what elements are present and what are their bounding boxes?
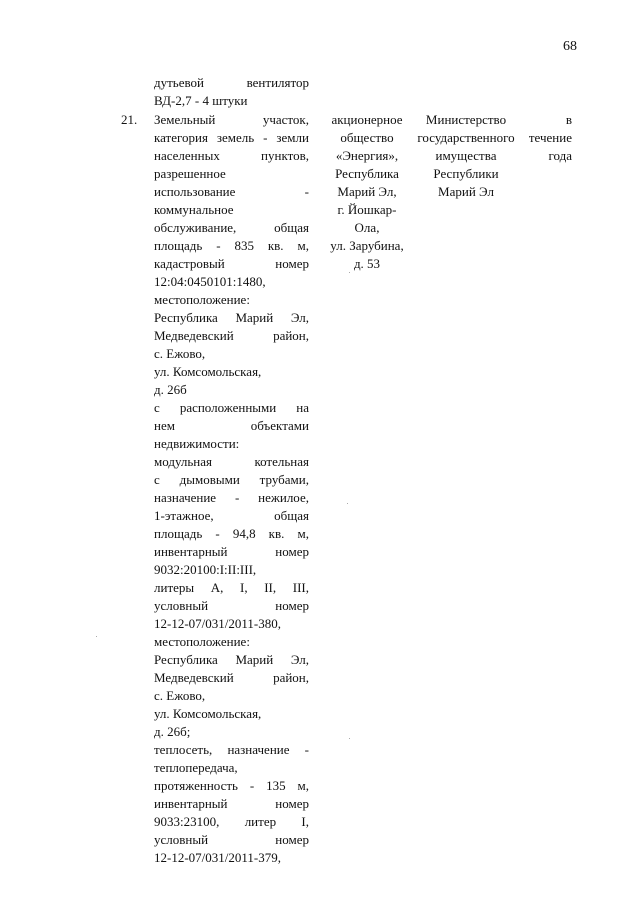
description-line (154, 417, 309, 435)
description-line (154, 831, 309, 849)
word: 1-этажное, (154, 508, 214, 523)
word: - (304, 742, 309, 757)
ministry-text: Марий Эл (438, 184, 494, 199)
description-line: местоположение: (154, 634, 250, 649)
word: район, (273, 670, 309, 685)
property-description-column (154, 111, 309, 867)
ministry-text: государственного (417, 130, 515, 145)
ministry-line (412, 129, 572, 147)
description-line (154, 183, 309, 201)
description-line (154, 471, 309, 489)
description-line (154, 813, 309, 831)
scan-speck (349, 738, 350, 739)
description-line (154, 147, 309, 165)
word: - (263, 130, 268, 145)
word: общая (274, 220, 309, 235)
description-line: ул. Комсомольская, (154, 706, 262, 721)
word: III, (292, 580, 309, 595)
ministry-text: Республики (433, 166, 499, 181)
description-line: 12:04:0450101:1480, (154, 274, 266, 289)
word: земель (216, 130, 255, 145)
word: с (154, 400, 160, 415)
word: I, (240, 580, 248, 595)
word: Земельный (154, 112, 216, 127)
word: площадь (154, 238, 203, 253)
word: площадь (154, 526, 203, 541)
word: кв. (267, 238, 284, 253)
description-line: разрешенное (154, 166, 226, 181)
word: Республика (154, 652, 218, 667)
word: с (154, 472, 160, 487)
word: - (234, 490, 240, 505)
description-line (154, 507, 309, 525)
description-line: д. 26б; (154, 724, 191, 739)
description-line (154, 597, 309, 615)
ministry-text: имущества (435, 148, 497, 163)
word: дымовыми (179, 472, 240, 487)
deadline-text: в (565, 112, 572, 127)
word: объектами (250, 418, 309, 433)
description-line (154, 741, 309, 759)
word: на (296, 400, 309, 415)
continuation-line (154, 74, 309, 92)
description-line: д. 26б (154, 382, 187, 397)
word: дутьевой (154, 75, 205, 90)
word: Марий (235, 310, 274, 325)
holder-line: «Энергия», (335, 148, 399, 163)
word: номер (275, 256, 309, 271)
rights-holder-column (316, 111, 418, 273)
description-line (154, 489, 309, 507)
description-line (154, 543, 309, 561)
word: номер (275, 796, 309, 811)
word: нежилое, (258, 490, 309, 505)
description-line (154, 399, 309, 417)
description-line (154, 651, 309, 669)
description-line (154, 669, 309, 687)
description-line: ул. Комсомольская, (154, 364, 262, 379)
description-line: теплопередача, (154, 760, 238, 775)
description-line (154, 453, 309, 471)
word: протяженность (154, 778, 238, 793)
previous-item-continuation (154, 74, 309, 110)
scan-speck (347, 503, 348, 504)
word: м, (297, 238, 309, 253)
word: участок, (262, 112, 309, 127)
holder-line: общество (340, 130, 394, 145)
row-number: 21. (121, 112, 138, 127)
holder-line: ул. Зарубина, (330, 238, 404, 253)
word: расположенными (179, 400, 277, 415)
holder-line: Ола, (354, 220, 380, 235)
word: Республика (154, 310, 218, 325)
word: категория (154, 130, 208, 145)
description-line: недвижимости: (154, 436, 240, 451)
word: Эл, (290, 310, 309, 325)
word: Эл, (290, 652, 309, 667)
description-line (154, 255, 309, 273)
word: модульная (154, 454, 213, 469)
word: назначение (227, 742, 290, 757)
word: - (304, 184, 309, 199)
description-line (154, 129, 309, 147)
word: населенных (154, 148, 220, 163)
word: кв. (268, 526, 285, 541)
word: котельная (254, 454, 309, 469)
word: Медведевский (154, 328, 234, 343)
word: назначение (154, 490, 217, 505)
deadline-text: года (548, 148, 572, 163)
holder-line: д. 53 (353, 256, 381, 271)
ministry-text: Министерство (425, 112, 507, 127)
deadline-text: течение (528, 130, 572, 145)
word: м, (297, 526, 309, 541)
word: общая (274, 508, 309, 523)
description-line: местоположение: (154, 292, 250, 307)
word: номер (275, 598, 309, 613)
description-line (154, 111, 309, 129)
continuation-line: ВД-2,7 - 4 штуки (154, 93, 248, 108)
description-line: 12-12-07/031/2011-380, (154, 616, 281, 631)
ministry-line (412, 147, 572, 165)
word: обслуживание, (154, 220, 237, 235)
ministry-line (412, 111, 572, 129)
description-line (154, 795, 309, 813)
ministry-line (412, 165, 572, 183)
description-line (154, 579, 309, 597)
word: А, (210, 580, 224, 595)
word: Марий (235, 652, 274, 667)
word: 9033:23100, (154, 814, 220, 829)
description-line (154, 309, 309, 327)
deadline-text (522, 183, 572, 201)
description-line (154, 525, 309, 543)
responsible-body-column (412, 111, 572, 201)
description-line: 9032:20100:I:II:III, (154, 562, 257, 577)
holder-line: г. Йошкар- (337, 202, 397, 217)
page-number: 68 (563, 39, 577, 54)
word: нем (154, 418, 175, 433)
deadline-text (522, 165, 572, 183)
description-line: с. Ежово, (154, 688, 206, 703)
description-line: коммунальное (154, 202, 234, 217)
holder-line: Республика (335, 166, 399, 181)
word: пунктов, (261, 148, 309, 163)
ministry-line (412, 183, 572, 201)
word: - (216, 238, 221, 253)
word: - (249, 778, 255, 793)
word: Медведевский (154, 670, 234, 685)
word: район, (273, 328, 309, 343)
word: м, (297, 778, 309, 793)
scan-speck (96, 636, 97, 637)
description-line: 12-12-07/031/2011-379, (154, 850, 281, 865)
word: теплосеть, (154, 742, 213, 757)
scan-speck (349, 272, 350, 273)
word: литер (244, 814, 277, 829)
word: литеры (154, 580, 195, 595)
word: II, (264, 580, 277, 595)
description-line (154, 327, 309, 345)
word: - (215, 526, 220, 541)
holder-line: Марий Эл, (337, 184, 397, 199)
word: вентилятор (246, 75, 309, 90)
word: 835 (234, 238, 254, 253)
word: трубами, (259, 472, 309, 487)
word: инвентарный (154, 796, 228, 811)
description-line: с. Ежово, (154, 346, 206, 361)
word: I, (301, 814, 309, 829)
word: использование (154, 184, 236, 199)
word: инвентарный (154, 544, 228, 559)
word: 135 (266, 778, 286, 793)
description-line (154, 777, 309, 795)
description-line (154, 219, 309, 237)
word: номер (275, 832, 309, 847)
word: 94,8 (232, 526, 256, 541)
word: условный (154, 832, 209, 847)
word: условный (154, 598, 209, 613)
word: кадастровый (154, 256, 225, 271)
holder-line: акционерное (331, 112, 403, 127)
description-line (154, 237, 309, 255)
word: земли (276, 130, 309, 145)
word: номер (275, 544, 309, 559)
